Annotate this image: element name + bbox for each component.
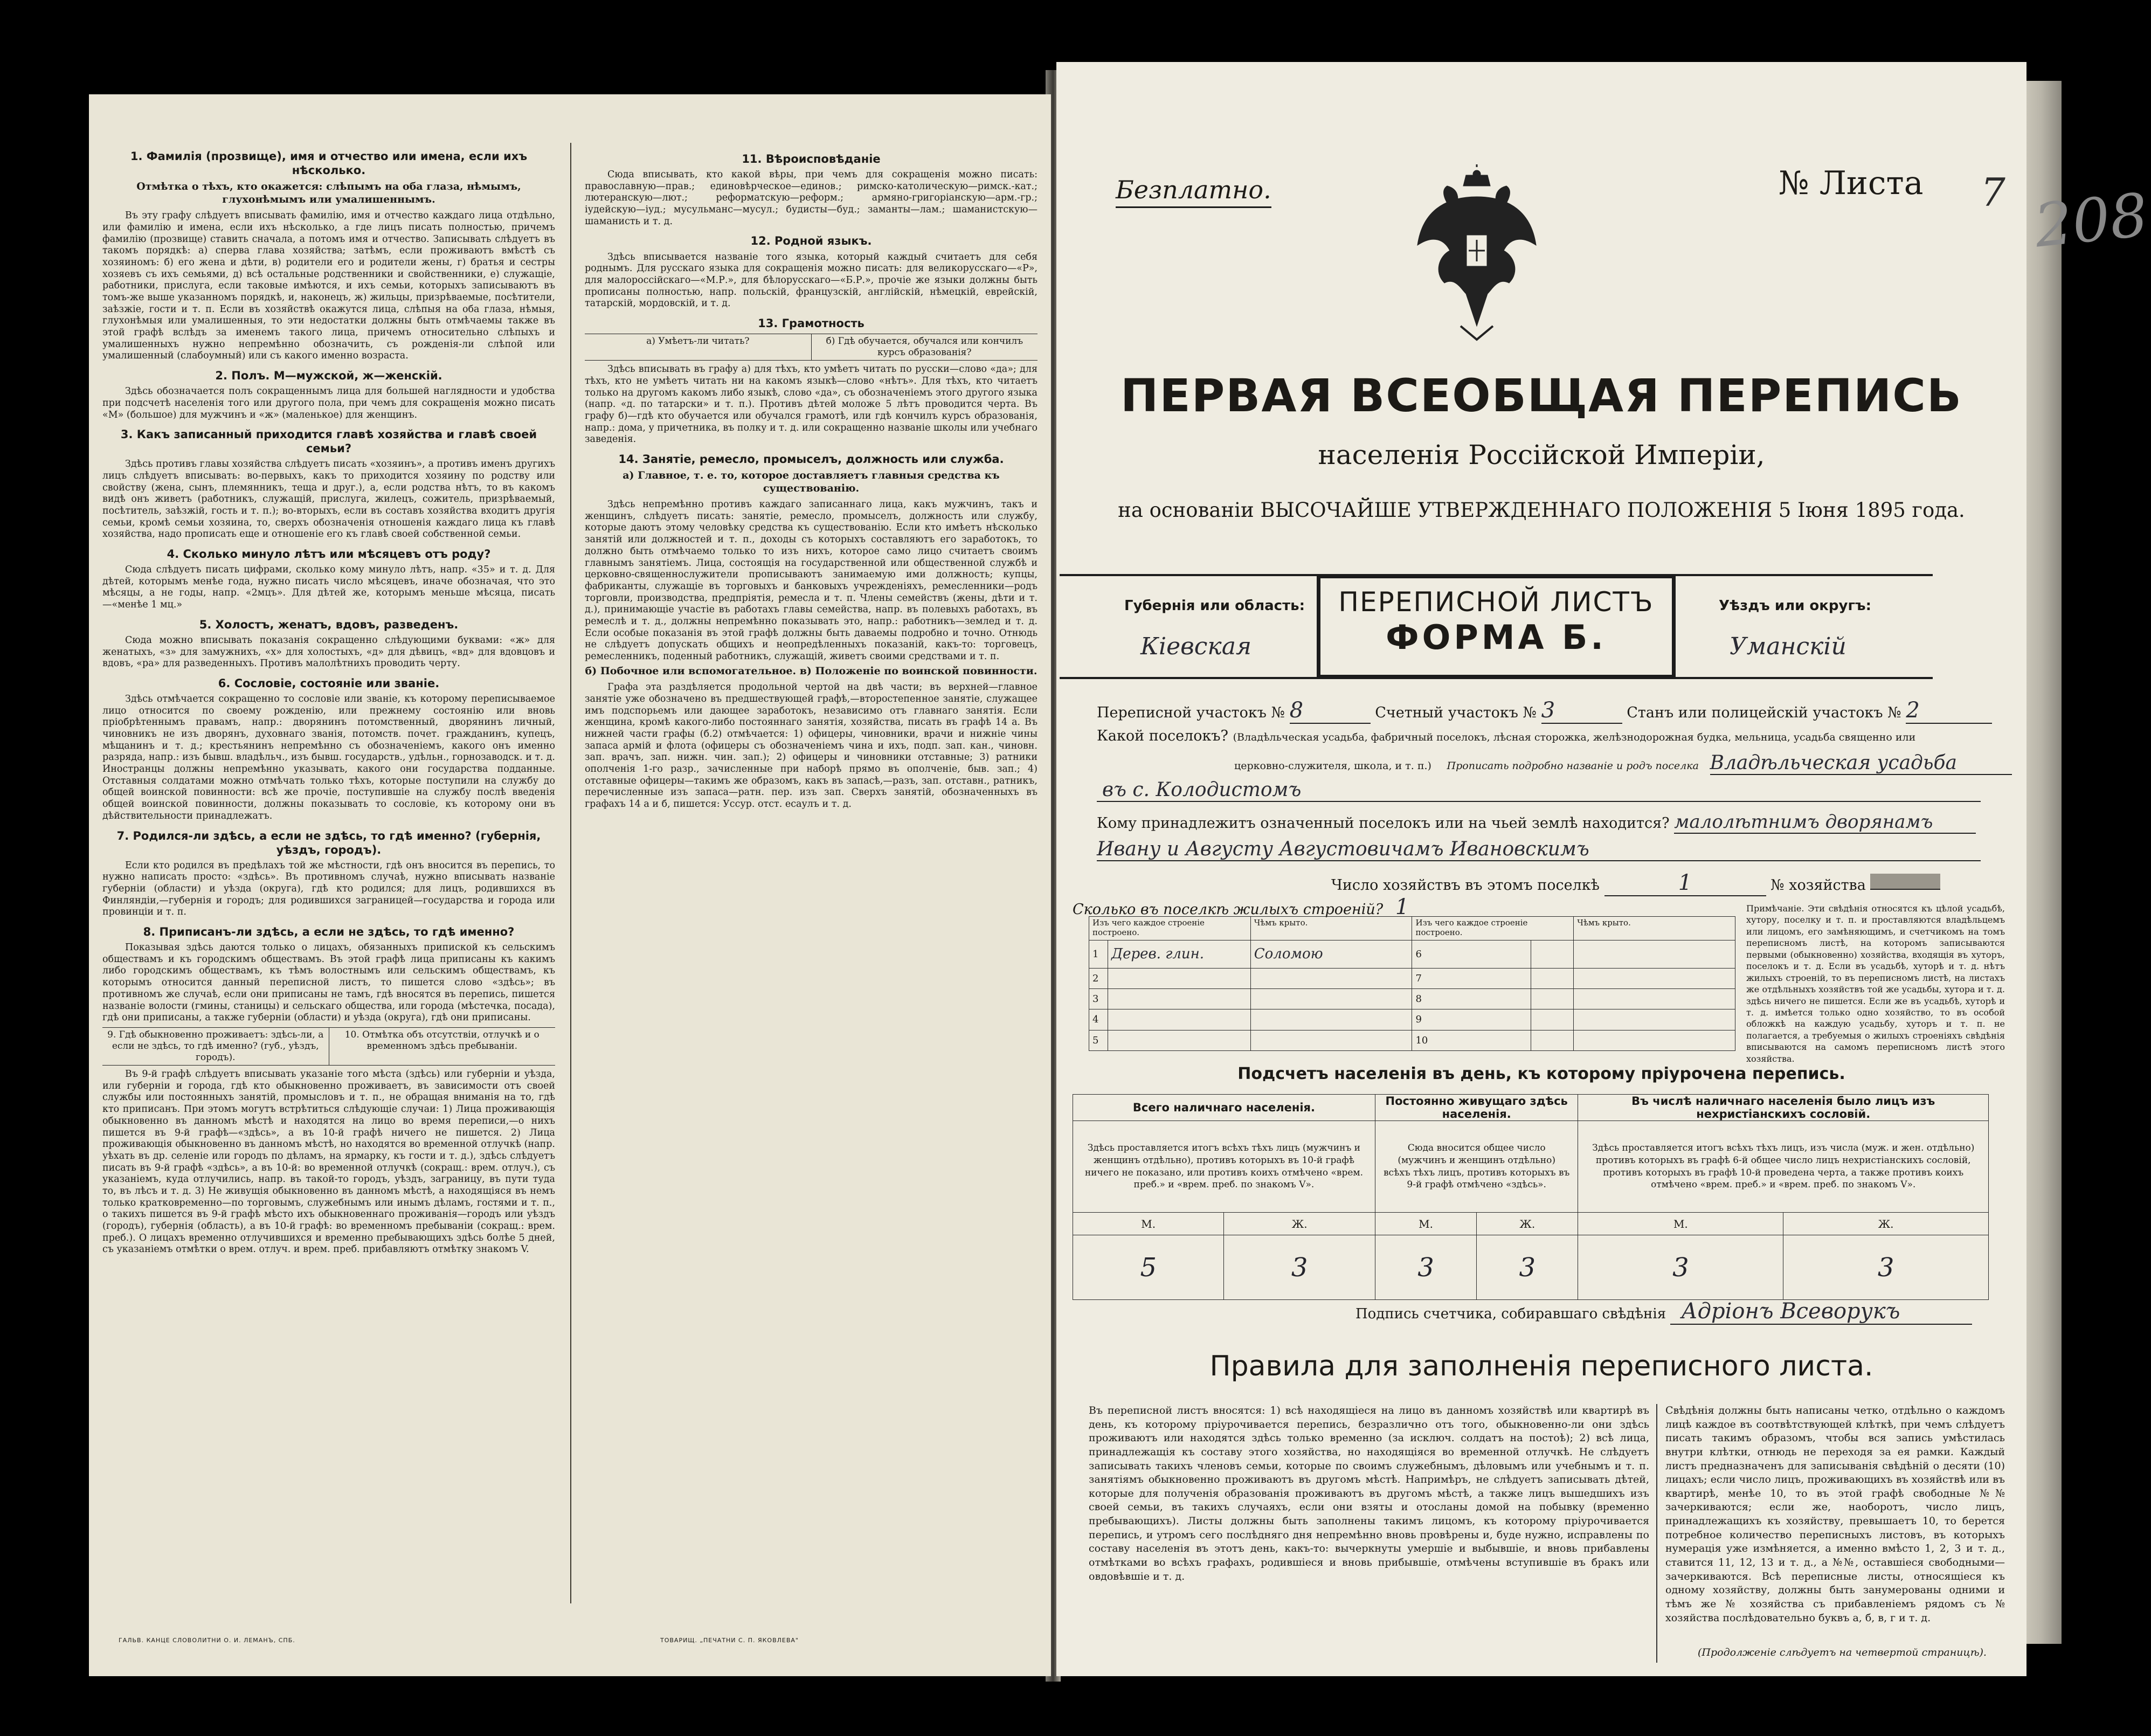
col-header-material-2: Изъ чего каждое строеніе построено.: [1412, 917, 1574, 940]
settlement-value: Владѣльческая усадьба: [1710, 752, 2012, 775]
enumerator-signature-line: [1355, 1299, 1972, 1325]
section-text: Здѣсь обозначается полъ сокращеннымъ лица для большей наглядности и удобства при подсчетѣ населенія того или другого пола, при чемъ для сокращенія можно писать «М» (большое) для мужчинъ и «ж» (маленькое) для женщинъ.: [102, 386, 555, 420]
section-subtitle: б) Побочное или вспомогательное. в) Положеніе по воинской повинности.: [585, 665, 1038, 677]
household-number-blot: [1870, 874, 1940, 890]
section-text: Здѣсь отмѣчается сокращенно то сословіе или званіе, къ которому переписываемое лицо относится по своему рожденію, или прежнему состоянію или вновь пріобрѣтеннымъ правамъ, напр.: дворянинъ потомственный, дворянинъ личный, чиновникъ не изъ дворянъ, духовнаго званія, потомств. почет. гражданинъ, купецъ, мѣщанинъ и т. д.; крестьянинъ непремѣнно съ обозначеніемъ, какого онъ именно разряда, напр.: изъ бывш. владѣльч., изъ бывш. государств., удѣльн., горнозаводск. и т. д. Иностранцы должны непремѣнно указывать, какого они государства подданные. Отставныя солдатами можно отмѣчать только тѣхъ, которые поступили на службу до общей воинской повинности: всѣ же прочіе, поступившіе на службу послѣ введенія общей воинской повинности, должны показывать то сословіе, къ которому они въ дѣйствительности принадлежатъ.: [102, 693, 555, 821]
buildings-table: [1089, 916, 1735, 1051]
row-number: 6: [1412, 940, 1531, 969]
female-label: Ж.: [1477, 1213, 1578, 1235]
section-text: Показывая здѣсь даются только о лицахъ, обязанныхъ припиской къ сельскимъ обществамъ и къ городскимъ обществамъ. Въ этой графѣ лица приписаны къ какимъ либо городскимъ обществамъ, къ тѣмъ волостнымъ или сельскимъ обществамъ, къ которымъ относится данный переписной листъ, то пишется слово «здѣсь»; въ противномъ же случаѣ, если они приписаны не тамъ, гдѣ вносятся въ перепись, пишется названіе волости (гмины, станицы) и сельскаго общества, или города (мѣстечка, посада), гдѣ они приписаны, а также губерніи (области) и уѣзда (округа), гдѣ они приписаны.: [102, 942, 555, 1023]
stan-value: 2: [1906, 698, 1992, 724]
owner-value: малолѣтнимъ дворянамъ: [1674, 811, 1976, 834]
free-label: Безплатно.: [1116, 175, 1271, 208]
building-roof-1: Соломою: [1250, 940, 1412, 969]
section-title: 3. Какъ записанный приходится главѣ хозяйства и главѣ своей семьи?: [120, 428, 537, 455]
split-right: б) Гдѣ обучается, обучался или кончилъ курсъ образованія?: [826, 335, 1023, 358]
row-number: 1: [1089, 940, 1108, 969]
building-material: [1108, 1030, 1250, 1050]
section-title: 1. Фамилія (прозвище), имя и отчество или имена, если ихъ нѣсколько.: [130, 150, 528, 177]
resident-population-header: Постоянно живущаго здѣсь населенія.: [1375, 1095, 1578, 1121]
form-header-frame: [1060, 574, 1933, 679]
section-text: Графа эта раздѣляется продольной чертой на двѣ части; въ верхней—главное занятіе уже обозначено въ предшествующей графѣ,—второстепенное занятіе, служащее имъ подспорьемъ или дающее заработокъ, независимо отъ главнаго занятія. Если женщина, кромѣ какого-либо постояннаго занятія, хозяйства, писать въ графѣ 14 а. Въ нижней части графы (б.2) отмѣчается: 1) офицеры, чиновники, врачи и нижніе чины запаса армій и флота (офицеры съ обозначеніемъ чина и ихъ, подп. зап. кан., чиновн. зап. врачъ, зап. нижн. чин. зап.); 2) офицеры и чиновники отставные; 3) ратники ополченія 1-го разр., зачисленные при наборѣ прямо въ ополченіе, быв. зап.; 4) отставные офицеры—такимъ же образомъ, какъ въ запасѣ,—разъ, зап. отставн., ратникъ, перечисленные изъ запаса—ратн. пер. изъ зап. Сверхъ занятій, обозначенныхъ въ графахъ 14 а и б, пишется: Уссур. отст. есаулъ и т. д.: [585, 682, 1038, 810]
left-page: [89, 94, 1051, 1676]
uezd-box: [1674, 576, 1933, 677]
owner-value-2: Ивану и Августу Августовичамъ Ивановскимъ: [1097, 838, 1981, 861]
building-material: [1108, 968, 1250, 988]
present-population-desc: Здѣсь проставляется итогъ всѣхъ тѣхъ лицъ (мужчинъ и женщинъ отдѣльно), противъ которыхъ въ 10-й графѣ ничего не показано, или противъ коихъ отмѣчено «врем. преб.» и «врем. преб. по знакомъ V».: [1073, 1121, 1375, 1213]
building-roof: [1250, 1009, 1412, 1030]
section-title: 12. Родной языкъ.: [750, 234, 872, 248]
form-letter: ФОРМА Б.: [1386, 618, 1607, 657]
owner-line: [1097, 811, 1976, 834]
sub-title: населенія Россійской Имперіи,: [1318, 439, 1765, 471]
buildings-value: 1: [1395, 895, 1409, 919]
settlement-label: Какой поселокъ?: [1097, 728, 1228, 744]
male-label: М.: [1375, 1213, 1476, 1235]
section-title: 14. Занятіе, ремесло, промыселъ, должность или служба.: [618, 452, 1004, 466]
section-text: Здѣсь вписывается названіе того языка, который каждый считаетъ для себя роднымъ. Для русскаго языка для сокращенія можно писать: для великорусскаго—«Р», для малороссійскаго—«М.Р.», для бѣлорусскаго—«Б.Р.», прочіе же языки должны быть прописаны полностью, напр. польскій, французскій, англійскій, нѣмецкій, еврейскій, татарскій, мордовскій, и т. д.: [585, 251, 1038, 309]
right-page: [1056, 62, 2151, 1676]
section-text: Сюда можно вписывать показанія сокращенно слѣдующими буквами: «ж» для женатыхъ, «з» для замужнихъ, «х» для холостыхъ, «д» для дѣвицъ, «вд» для вдовцовъ и вдовъ, «ра» для разведенныхъ. Противъ малолѣтнихъ проводить черту.: [102, 634, 555, 669]
rules-column-1: Въ переписной листъ вносятся: 1) всѣ находящіеся на лицо въ данномъ хозяйствѣ или квартирѣ въ день, къ которому пріурочивается перепись, безразлично отъ того, обыкновенно-ли они здѣсь проживаютъ или находятся здѣсь только временно (за исключ. солдатъ на постоѣ); 2) всѣ лица, принадлежащія къ составу этого хозяйства, но находящіяся во временной отлучкѣ. Не слѣдуетъ записывать такихъ членовъ семьи, которые по своимъ служебнымъ, дѣловымъ или учебнымъ и т. п. занятіямъ обыкновенно проживаютъ въ другомъ мѣстѣ. Напримѣръ, не слѣдуетъ записывать дѣтей, которые для полученія образованія проживаютъ въ другомъ мѣстѣ, а также лицъ вышедшихъ изъ своей семьи, въ такихъ случаяхъ, если они взяты и отосланы домой на побывку (временно пребывающихъ). Листы должны быть заполнены такимъ лицомъ, къ которому пріурочивается перепись, и утромъ сего послѣдняго дня непремѣнно вновь провѣрены и, буде нужно, исправлены по составу населенія въ этотъ день, какъ-то: вычеркнуты умершіе и выбывшіе, и вновь прибавлены отмѣтками во всѣхъ графахъ, родившіеся и вновь прибывшіе, отмѣчены вступившіе въ бракъ или овдовѣвшіе и т. д.: [1089, 1405, 1649, 1582]
instructions-column-2: [585, 146, 1038, 813]
settlement-hint: (Владѣльческая усадьба, фабричный поселокъ, лѣсная сторожка, желѣзнодорожная будка, мельница, усадьба священно или: [1233, 731, 1916, 743]
archive-number: 208: [2031, 180, 2151, 261]
building-roof: [1250, 1030, 1412, 1050]
section-text: Въ эту графу слѣдуетъ вписывать фамилію, имя и отчество каждаго лица отдѣльно, или фамилію и имена, если ихъ нѣсколько, а где лицъ писать полностью, причемъ фамилію (прозвище) ставить сначала, а потомъ имя и отчество. Записывать слѣдуетъ въ такомъ порядкѣ: а) сперва глава хозяйства; затѣмъ, если проживаютъ вмѣстѣ съ хозяиномъ: б) его жена и дѣти, в) родители его и родители жены, г) братья и сестры хозяевъ съ ихъ семьями, д) всѣ остальные родственники и свойственники, е) служащіе, работники, прислуга, если таковые имѣются, и ихъ семьи, которыхъ записываютъ въ томъ-же выше указанномъ порядкѣ, и, наконецъ, ж) жильцы, призрѣваемые, посѣтители, заѣзжіе, гости и т. п. Если въ хозяйствѣ окажутся лица, слѣпыя на оба глаза, нѣмыя, глухонѣмыя или умалишенныя, то эти недостатки должны быть отмѣчаемы также въ этой графѣ вслѣдъ за именемъ такого лица, причемъ относительно слѣпыхъ и умалишенныхъ нужно непремѣнно обозначить, съ рожденія-ли слѣпой или умалишенный (слабоумный) или съ какого именно возраста.: [102, 210, 555, 362]
section-title: 11. Вѣроисповѣданіе: [742, 153, 881, 165]
instructions-column-1: [102, 143, 555, 1258]
row-number: 3: [1089, 988, 1108, 1009]
census-district-value: 8: [1290, 698, 1371, 724]
settlement-line: [1097, 728, 1915, 744]
non-christian-header: Въ числѣ наличнаго населенія было лицъ изъ нехристіанскихъ сословій.: [1578, 1095, 1989, 1121]
printer-imprint-left: ГАЛЬВ. КАНЦЕ СЛОВОЛИТНИ О. И. ЛЕМАНЪ, СПБ.: [119, 1637, 295, 1644]
section-text: Сюда слѣдуетъ писать цифрами, сколько кому минуло лѣтъ, напр. «35» и т. д. Для дѣтей, которымъ менѣе года, нужно писать число мѣсяцевъ, иначе обозначая, что это мѣсяцы, а не годы, напр. «2мцъ». Для дѣтей же, которымъ меньше мѣсяца, писать—«менѣе 1 мц.»: [102, 564, 555, 611]
section-text: Сюда вписывать, кто какой вѣры, при чемъ для сокращенія можно писать: православную—прав.; единовѣрческое—единов.; римско-католическую—римск.-кат.; лютеранскую—лют.; реформатскую—реформ.; армяно-григоріанскую—арм.-гр.; іудейскую—іуд.; мусульманс—мусул.; будисты—буд.; заманты—лам.; шаманистскую—шаманисть и т. д.: [585, 169, 1038, 227]
section-title: 8. Приписанъ-ли здѣсь, а если не здѣсь, то гдѣ именно?: [143, 925, 515, 939]
section-text: Если кто родился въ предѣлахъ той же мѣстности, гдѣ онъ вносится въ перепись, то нужно написать просто: «здѣсь». Въ противномъ случаѣ, нужно вписывать названіе губерніи (области) и уѣзда (округа), гдѣ кто родился; для лицъ, родившихся въ Финляндіи,—губернія и городъ; для родившихся заграницей—государства и города или провинціи и т. п.: [102, 860, 555, 918]
building-material: [1531, 1009, 1574, 1030]
col-header-roof-2: Чѣмъ крыто.: [1574, 917, 1735, 940]
rules-divider: [1656, 1404, 1657, 1663]
count-district-value: 3: [1541, 698, 1622, 724]
building-material: [1531, 1030, 1574, 1050]
stan-label: Станъ или полицейскій участокъ №: [1627, 704, 1901, 721]
male-label: М.: [1073, 1213, 1224, 1235]
building-roof: [1250, 988, 1412, 1009]
building-material: [1108, 988, 1250, 1009]
gubernia-label: Губернія или область:: [1124, 598, 1305, 614]
building-material: [1531, 988, 1574, 1009]
uezd-value: Уманскій: [1730, 633, 1846, 660]
population-count-table: [1073, 1094, 1989, 1300]
split-right: 10. Отмѣтка объ отсутствіи, отлучкѣ и о временномъ здѣсь пребываніи.: [344, 1029, 540, 1052]
male-label: М.: [1578, 1213, 1783, 1235]
section-title: 13. Грамотность: [758, 316, 864, 330]
section-text: Здѣсь вписывать въ графу а) для тѣхъ, кто умѣетъ читать по русски—слово «да»; для тѣхъ, кто не умѣетъ читать ни на какомъ языкѣ—слово «нѣтъ». Для тѣхъ, кто читаетъ только на другомъ какомъ либо языкѣ, слово «да», съ обозначеніемъ этого другого языка (напр. «д. по татарски» и т. п.). Противъ дѣтей моложе 5 лѣтъ проводится черта. Въ графу б)—гдѣ кто обучается или обучался грамотѣ, или гдѣ кончилъ курсъ образованія, напр.: дома, у причетника, въ полку и т. д. или сокращенно названіе школы или учебнаго заведенія.: [585, 364, 1038, 445]
settlement-line-3: [1097, 779, 1981, 802]
female-label: Ж.: [1783, 1213, 1989, 1235]
split-left: 9. Гдѣ обыкновенно проживаетъ: здѣсь-ли, а если не здѣсь, то гдѣ именно? (губ., уѣздъ, городъ).: [102, 1028, 329, 1065]
section-subtitle: Отмѣтка о тѣхъ, кто окажется: слѣпымъ на оба глаза, нѣмымъ, глухонѣмымъ или умалишеннымъ.: [136, 181, 521, 205]
settlement-value-2: въ с. Колодистомъ: [1097, 779, 1981, 802]
settlement-hint-2: церковно-служителя, школа, и т. п.): [1234, 760, 1431, 772]
signature-value: Адріонъ Всеворукъ: [1670, 1299, 1972, 1325]
double-headed-eagle-emblem: [1412, 164, 1541, 342]
present-population-header: Всего наличнаго населенія.: [1073, 1095, 1375, 1121]
col-header-roof: Чѣмъ крыто.: [1250, 917, 1412, 940]
female-label: Ж.: [1224, 1213, 1375, 1235]
building-roof: [1574, 940, 1735, 969]
continued-note: (Продолженіе слѣдуетъ на четвертой страницѣ).: [1698, 1647, 1987, 1658]
building-roof: [1250, 968, 1412, 988]
sheet-number-value: 7: [1981, 170, 2005, 215]
main-title: ПЕРВАЯ ВСЕОБЩАЯ ПЕРЕПИСЬ: [1121, 369, 1962, 422]
resident-male-count: 3: [1375, 1235, 1476, 1300]
building-material-1: Дерев. глин.: [1108, 940, 1250, 969]
row-number: 5: [1089, 1030, 1108, 1050]
section-subtitle: а) Главное, т. е. то, которое доставляетъ главныя средства къ существованію.: [623, 469, 1000, 494]
printer-imprint-right: ТОВАРИЩ. „ПЕЧАТНИ С. П. ЯКОВЛЕВА": [660, 1637, 799, 1644]
households-line: [1331, 870, 1940, 896]
present-male-count: 5: [1073, 1235, 1224, 1300]
building-roof: [1574, 968, 1735, 988]
row-number: 2: [1089, 968, 1108, 988]
split-left: а) Умѣетъ-ли читать?: [585, 334, 812, 360]
row-number: 4: [1089, 1009, 1108, 1030]
owner-line-2: [1097, 838, 1981, 861]
households-label: Число хозяйствъ въ этомъ поселкѣ: [1331, 877, 1600, 894]
rules-column-2: Свѣдѣнія должны быть написаны четко, отдѣльно о каждомъ лицѣ каждое въ соотвѣтствующей клѣткѣ, при чемъ слѣдуетъ писать такимъ образомъ, чтобы вся запись умѣстилась внутри клѣтки, отнюдь не переходя за ея рамки. Каждый листъ предназначенъ для записыванія свѣдѣній о десяти (10) лицахъ; если число лицъ, проживающихъ въ хозяйствѣ или въ квартирѣ, менѣе 10, то въ этой графѣ свободные №№ зачеркиваются; если же, наоборотъ, число лицъ, принадлежащихъ къ хозяйству, превышаетъ 10, то берется потребное количество переписныхъ листовъ, въ которыхъ нумерація уже измѣняется, а именно вмѣсто 1, 2, 3 и т. д., ставится 11, 12, 13 и т. д., а №№, оставшіеся свободными—зачеркиваются. Всѣ переписные листы, относящіеся къ одному хозяйству, должны быть занумерованы одними и тѣмъ же № хозяйства съ прибавленіемъ рядомъ съ № хозяйства послѣдовательно буквъ а, б, в, г и т. д.: [1665, 1405, 2005, 1624]
building-material: [1531, 940, 1574, 969]
resident-population-desc: Сюда вносится общее число (мужчинъ и женщинъ отдѣльно) всѣхъ тѣхъ лицъ, противъ которыхъ въ 9-й графѣ отмѣчено «здѣсь».: [1375, 1121, 1578, 1213]
resident-female-count: 3: [1477, 1235, 1578, 1300]
buildings-label: Сколько въ поселкѣ жилыхъ строеній?: [1073, 901, 1384, 918]
row-number: 9: [1412, 1009, 1531, 1030]
building-material: [1531, 968, 1574, 988]
non-christian-desc: Здѣсь проставляется итогъ всѣхъ тѣхъ лицъ, изъ числа (муж. и жен. отдѣльно) противъ которыхъ въ графѣ 6-й общее число лицъ нехристіанскихъ сословій, противъ которыхъ въ графѣ 10-й проведена черта, а также противъ коихъ отмѣчено «врем. преб.» и «врем. преб. по знакомъ V».: [1578, 1121, 1989, 1213]
building-roof: [1574, 988, 1735, 1009]
owner-label: Кому принадлежитъ означенный поселокъ или на чьей землѣ находится?: [1097, 815, 1670, 832]
count-district-label: Счетный участокъ №: [1375, 704, 1537, 721]
building-material: [1108, 1009, 1250, 1030]
census-district-line: [1097, 698, 1992, 724]
col-header-material: Изъ чего каждое строеніе построено.: [1089, 917, 1251, 940]
row-number: 10: [1412, 1030, 1531, 1050]
household-number-label: № хозяйства: [1770, 877, 1866, 894]
building-roof: [1574, 1030, 1735, 1050]
census-district-label: Переписной участокъ №: [1097, 704, 1285, 721]
non-christian-female-count: 3: [1783, 1235, 1989, 1300]
settlement-hint-3: Прописать подробно названіе и родъ поселка: [1447, 760, 1699, 772]
sheet-number-label: № Листа: [1779, 164, 1924, 202]
rules-title: Правила для заполненія переписного листа.: [1209, 1350, 1873, 1382]
section-split-header: [585, 334, 1038, 361]
building-roof: [1574, 1009, 1735, 1030]
legal-basis: на основаніи ВЫСОЧАЙШЕ УТВЕРЖДЕННАГО ПОЛОЖЕНІЯ 5 Іюня 1895 года.: [1118, 499, 1965, 522]
settlement-line-2: [1234, 752, 2012, 775]
buildings-note: Примѣчаніе. Эти свѣдѣнія относятся къ цѣлой усадьбѣ, хутору, поселку и т. п. и проставляются владѣльцемъ или лицомъ, его замѣняющимъ, и счетчикомъ на томъ переписномъ листѣ, на которомъ записываются первыми (обыкновенно) хозяйства, входящія въ хуторъ, поселокъ и т. д. Если въ усадьбѣ, хуторѣ и т. д. нѣтъ жилыхъ строеній, то въ переписномъ листѣ, на листахъ же отдѣльныхъ хозяйствъ той же усадьбы, хутора и т. д. здѣсь ничего не пишется. Если же въ усадьбѣ, хуторѣ и т. д. имѣется только одно хозяйство, то въ особой обложкѣ на каждую усадьбу, хуторъ и т. п. не полагается, а требуемыя о жилыхъ строеніяхъ свѣдѣнія вписываются на самомъ переписномъ листѣ этого хозяйства.: [1746, 903, 2005, 1064]
households-value: 1: [1604, 870, 1766, 896]
section-title: 2. Полъ. М—мужской, ж—женскій.: [215, 369, 442, 383]
form-type-box: [1318, 576, 1674, 677]
section-title: 4. Сколько минуло лѣтъ или мѣсяцевъ отъ роду?: [167, 548, 491, 561]
row-number: 8: [1412, 988, 1531, 1009]
section-text: Здѣсь непремѣнно противъ каждаго записаннаго лица, какъ мужчинъ, такъ и женщинъ, слѣдуетъ писать: занятіе, ремесло, промыселъ, должность или службу, которые даютъ этому человѣку средства къ существованію. Если кто имѣетъ нѣсколько занятій или должностей и т. п., доходы съ которыхъ составляютъ его заработокъ, то должно быть отмѣчаемо только то изъ нихъ, которое само лицо считаетъ своимъ главнымъ занятіемъ. Лица, состоящія на государственной или общественной службѣ и церковно-священнослужители прописываютъ занимаемую ими должность; купцы, фабриканты, служащіе въ торговыхъ и банковыхъ учрежденіяхъ, ремесленники—родъ торговли, производства, предпріятія, ремесла и т. п. Члены семействъ (жены, дѣти и т. д.), принимающіе участіе въ работахъ главы семейства, напр. въ полевыхъ работахъ, въ ремеслѣ и т. д., должны непремѣнно показывать это, напр.: работникъ—землед и т. д. Если особые показанія въ этой графѣ должны быть даваемы подробно и точно. Отнюдь не слѣдуетъ допускать общихъ и неопредѣленныхъ показаній, какъ-то: торговецъ, ремесленникъ, поденный работникъ, служащій, живетъ своими средствами и т. п.: [585, 499, 1038, 662]
gubernia-value: Кіевская: [1140, 633, 1252, 660]
section-title: 6. Сословіе, состояніе или званіе.: [218, 676, 440, 690]
row-number: 7: [1412, 968, 1531, 988]
uezd-label: Уѣздъ или округъ:: [1719, 598, 1871, 614]
section-split-header: [102, 1027, 555, 1066]
section-text: Въ 9-й графѣ слѣдуетъ вписывать указаніе того мѣста (здѣсь) или губерніи и уѣзда, или губерніи и города, гдѣ кто обыкновенно проживаетъ, въ зависимости отъ своей службы или постоянныхъ занятій, промысловъ и т. п., не обращая вниманія на то, гдѣ кто приписанъ. При этомъ могутъ встрѣтиться слѣдующіе случаи: 1) Лица проживающія обыкновенно въ данномъ мѣстѣ и находятся на лицо во время переписи,—о нихъ пишется въ 9-й графѣ—«здѣсь», а въ 10-й графѣ ничего не пишется. 2) Лица проживающія обыкновенно въ данномъ мѣстѣ, но находятся во временной отлучкѣ (напр. уѣхать въ др. селеніе или городъ по дѣламъ, на ярмарку, къ гости и т. д.), здѣсь слѣдуетъ писать въ 9-й графѣ «здѣсь», а въ 10-й: во временной отлучкѣ (сокращ.: врем. отлуч.), съ указаніемъ, куда отлучились, напр. въ такой-то городъ, уѣздъ, заграницу, въ пути туда то, въ лѣсъ и т. д. 3) Не живущія обыкновенно въ данномъ мѣстѣ, а находящіяся въ немъ только кратковременно—по торговымъ, служебнымъ или инымъ дѣламъ, гостями и т. п., о такихъ пишется въ 9-й графѣ мѣсто ихъ обыкновеннаго проживанія—городъ или уѣздъ (городъ), губернія (область), а въ 10-й графѣ: во временномъ пребываніи (сокращ.: врем. преб.). О лицахъ временно отлучившихся и временно пребывающихъ здѣсь болѣе 5 дней, съ указаніемъ отмѣтки о врем. отлуч. и врем. преб. прибавляютъ отмѣтку знакомъ V.: [102, 1069, 555, 1255]
population-count-title: Подсчетъ населенія въ день, къ которому пріурочена перепись.: [1237, 1064, 1845, 1083]
present-female-count: 3: [1224, 1235, 1375, 1300]
section-text: Здѣсь противъ главы хозяйства слѣдуетъ писать «хозяинъ», а противъ именъ другихъ лицъ слѣдуетъ вписывать: во-первыхъ, какъ то приходится хозяину по родству или свойству (жена, сынъ, племянникъ, теща и друг.), а, если родства нѣтъ, то въ какомъ видѣ онъ живетъ (работникъ, служащій, прислуга, жилецъ, сожитель, призрѣваемый, посѣтитель, заѣзжій, гость и т. п.); во-вторыхъ, если въ составъ хозяйства входитъ другія семьи, кромѣ семьи хозяина, то, сверхъ обозначенія отношенія каждаго лица къ главѣ хозяйства, надо прописать еще и отношеніе его къ главѣ своей собственной семьи.: [102, 459, 555, 540]
non-christian-male-count: 3: [1578, 1235, 1783, 1300]
column-divider: [570, 143, 571, 1603]
section-title: 5. Холостъ, женатъ, вдовъ, разведенъ.: [199, 618, 459, 631]
gubernia-box: [1060, 576, 1318, 677]
section-title: 7. Родился-ли здѣсь, а если не здѣсь, то гдѣ именно? (губернія, уѣздъ, городъ).: [116, 829, 541, 856]
signature-label: Подпись счетчика, собиравшаго свѣдѣнія: [1355, 1306, 1666, 1322]
form-name: ПЕРЕПИСНОЙ ЛИСТЪ: [1338, 586, 1654, 618]
